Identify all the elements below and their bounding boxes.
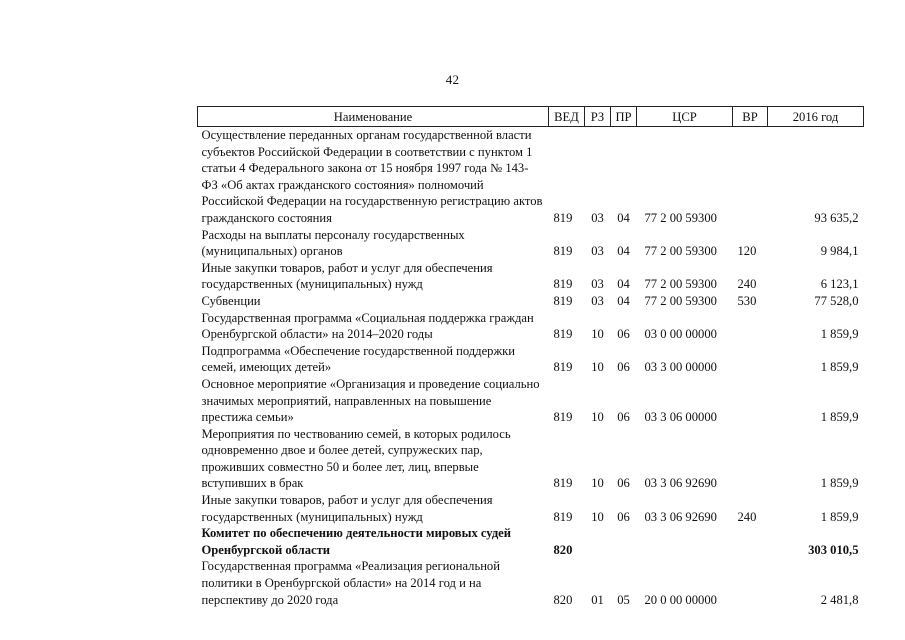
row-ved: 819 bbox=[553, 410, 573, 425]
row-sum: 1 859,9 bbox=[820, 410, 859, 425]
row-rz: 10 bbox=[591, 410, 604, 425]
row-name: Иные закупки товаров, работ и услуг для обеспечения государственных (муниципальных) нужд bbox=[201, 260, 493, 292]
table-row bbox=[198, 492, 864, 525]
row-vr bbox=[733, 426, 768, 492]
row-rz: 10 bbox=[591, 509, 604, 524]
row-name: Подпрограмма «Обеспечение государственной поддержки семей, имеющих детей» bbox=[201, 343, 516, 375]
row-sum: 6 123,1 bbox=[820, 277, 859, 292]
row-csr: 77 2 00 59300 bbox=[644, 293, 717, 308]
row-sum: 1 859,9 bbox=[820, 476, 859, 491]
row-pr: 04 bbox=[617, 210, 630, 225]
row-rz: 03 bbox=[591, 293, 604, 308]
table-row bbox=[198, 525, 864, 558]
header-csr: ЦСР bbox=[637, 107, 733, 127]
row-name: Иные закупки товаров, работ и услуг для обеспечения государственных (муниципальных) нужд bbox=[201, 493, 493, 524]
row-pr: 06 bbox=[617, 327, 630, 342]
row-sum: 1 859,9 bbox=[820, 360, 859, 375]
row-vr: 240 bbox=[737, 277, 757, 292]
row-csr: 03 0 00 00000 bbox=[644, 327, 717, 342]
row-vr: 530 bbox=[737, 293, 757, 308]
row-name: Государственная программа «Социальная поддержка граждан Оренбургской области» на 2014–2020 годы bbox=[201, 310, 534, 342]
row-rz: 10 bbox=[591, 327, 604, 342]
row-rz: 03 bbox=[591, 277, 604, 292]
row-pr bbox=[611, 525, 637, 558]
row-pr: 04 bbox=[617, 277, 630, 292]
budget-table bbox=[197, 106, 864, 608]
row-pr: 06 bbox=[617, 509, 630, 524]
row-pr: 04 bbox=[617, 293, 630, 308]
row-name: Мероприятия по чествованию семей, в которых родилось одновременно двое и более детей, супружеских пар, проживших совместно 50 и более лет, лиц, впервые вступивших в брак bbox=[201, 426, 511, 491]
header-ved: ВЕД bbox=[549, 107, 585, 127]
header-sum: 2016 год bbox=[768, 107, 864, 127]
row-vr bbox=[733, 558, 768, 608]
row-ved: 819 bbox=[553, 476, 573, 491]
row-csr: 77 2 00 59300 bbox=[644, 210, 717, 225]
row-ved: 819 bbox=[553, 327, 573, 342]
header-vr: ВР bbox=[733, 107, 768, 127]
row-rz bbox=[585, 525, 611, 558]
row-vr bbox=[733, 376, 768, 426]
table-row bbox=[198, 343, 864, 376]
row-ved: 819 bbox=[553, 509, 573, 524]
row-ved: 819 bbox=[553, 360, 573, 375]
row-sum: 1 859,9 bbox=[820, 327, 859, 342]
row-name: Основное мероприятие «Организация и проведение социально значимых мероприятий, направленных на повышение престижа семьи» bbox=[201, 376, 540, 425]
row-csr: 77 2 00 59300 bbox=[644, 277, 717, 292]
row-name: Государственная программа «Реализация региональной политики в Оренбургской области» на 2014 год и на перспективу до 2020 года bbox=[201, 559, 500, 607]
row-csr bbox=[637, 525, 733, 558]
row-vr bbox=[733, 525, 768, 558]
page-number: 42 bbox=[445, 72, 460, 87]
header-pr: ПР bbox=[611, 107, 637, 127]
row-ved: 819 bbox=[553, 277, 573, 292]
row-sum: 93 635,2 bbox=[814, 210, 859, 225]
table-row bbox=[198, 558, 864, 608]
row-sum: 303 010,5 bbox=[808, 542, 859, 557]
table-row bbox=[198, 127, 864, 227]
row-csr: 03 3 06 92690 bbox=[644, 476, 717, 491]
row-vr bbox=[733, 310, 768, 343]
row-csr: 03 3 00 00000 bbox=[644, 360, 717, 375]
row-csr: 20 0 00 00000 bbox=[644, 592, 717, 607]
row-name: Субвенции bbox=[201, 293, 261, 308]
row-rz: 01 bbox=[591, 592, 604, 607]
row-pr: 06 bbox=[617, 476, 630, 491]
row-csr: 77 2 00 59300 bbox=[644, 244, 717, 259]
row-rz: 10 bbox=[591, 476, 604, 491]
table-row bbox=[198, 310, 864, 343]
row-vr bbox=[733, 127, 768, 227]
header-rz: РЗ bbox=[585, 107, 611, 127]
table-row bbox=[198, 260, 864, 293]
row-sum: 1 859,9 bbox=[820, 509, 859, 524]
table-row bbox=[198, 293, 864, 310]
row-ved: 820 bbox=[553, 592, 573, 607]
row-csr: 03 3 06 92690 bbox=[644, 509, 717, 524]
row-vr: 240 bbox=[737, 509, 757, 524]
table-row bbox=[198, 426, 864, 492]
row-rz: 03 bbox=[591, 210, 604, 225]
row-ved: 819 bbox=[553, 244, 573, 259]
row-ved: 819 bbox=[553, 293, 573, 308]
row-sum: 9 984,1 bbox=[820, 244, 859, 259]
row-sum: 77 528,0 bbox=[814, 293, 859, 308]
row-sum: 2 481,8 bbox=[820, 592, 859, 607]
row-rz: 03 bbox=[591, 244, 604, 259]
row-rz: 10 bbox=[591, 360, 604, 375]
row-pr: 04 bbox=[617, 244, 630, 259]
row-pr: 05 bbox=[617, 592, 630, 607]
header-name: Наименование bbox=[198, 107, 549, 127]
table-header-row bbox=[198, 107, 864, 127]
table-body bbox=[198, 127, 864, 609]
row-ved: 819 bbox=[553, 210, 573, 225]
row-pr: 06 bbox=[617, 360, 630, 375]
row-name: Комитет по обеспечению деятельности мировых судей Оренбургской области bbox=[201, 526, 512, 557]
row-csr: 03 3 06 00000 bbox=[644, 410, 717, 425]
table-row bbox=[198, 376, 864, 426]
row-vr bbox=[733, 343, 768, 376]
row-ved: 820 bbox=[553, 542, 573, 557]
row-name: Осуществление переданных органам государственной власти субъектов Российской Федерации в соответствии с пунктом 1 статьи 4 Федерального закона от 15 ноября 1997 года № 143-ФЗ «Об актах гражданского состояния» полномочий Российской Федерации на государственную регистрацию актов гражданского состояния bbox=[201, 128, 543, 225]
row-vr: 120 bbox=[737, 244, 757, 259]
row-name: Расходы на выплаты персоналу государственных (муниципальных) органов bbox=[201, 227, 465, 259]
row-pr: 06 bbox=[617, 410, 630, 425]
table-row bbox=[198, 227, 864, 260]
